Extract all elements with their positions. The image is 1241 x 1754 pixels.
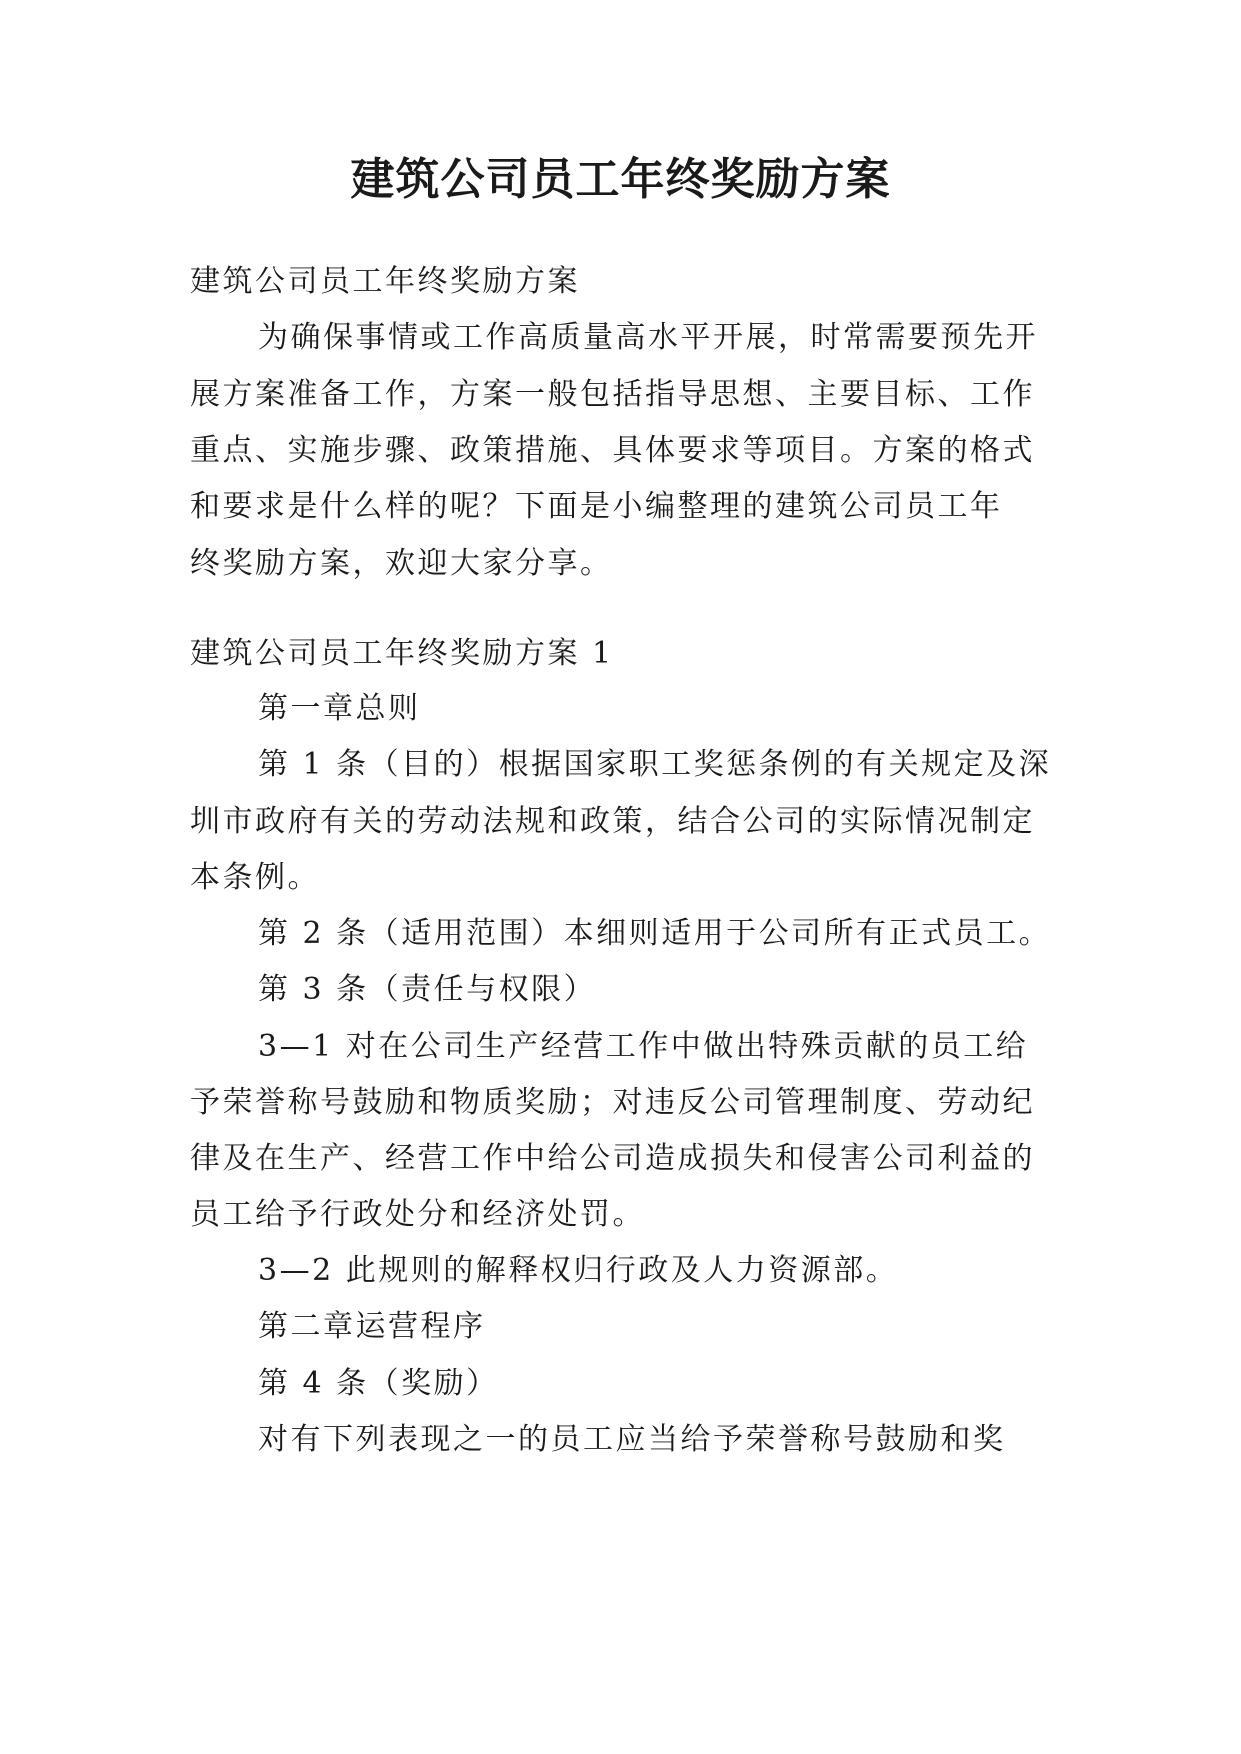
chapter-heading: 第一章总则 <box>258 691 421 726</box>
paragraph-line: 和要求是什么样的呢？下面是小编整理的建筑公司员工年 <box>190 489 1003 524</box>
paragraph-line: 3—1 对在公司生产经营工作中做出特殊贡献的员工给 <box>258 1029 1029 1064</box>
paragraph-line: 重点、实施步骤、政策措施、具体要求等项目。方案的格式 <box>190 433 1035 468</box>
paragraph-line: 对有下列表现之一的员工应当给予荣誉称号鼓励和奖 <box>258 1422 1006 1457</box>
section-heading-intro: 建筑公司员工年终奖励方案 <box>190 264 580 299</box>
chapter-heading: 第二章运营程序 <box>258 1309 486 1344</box>
paragraph-line: 为确保事情或工作高质量高水平开展，时常需要预先开 <box>258 320 1038 355</box>
paragraph-line: 第 4 条（奖励） <box>258 1366 499 1401</box>
paragraph-line: 第 1 条（目的）根据国家职工奖惩条例的有关规定及深 <box>258 747 1052 782</box>
paragraph-line: 3—2 此规则的解释权归行政及人力资源部。 <box>258 1253 899 1288</box>
paragraph-line: 本条例。 <box>190 860 320 895</box>
paragraph-line: 律及在生产、经营工作中给公司造成损失和侵害公司利益的 <box>190 1141 1035 1176</box>
paragraph-line: 第 3 条（责任与权限） <box>258 972 597 1007</box>
paragraph-line: 展方案准备工作，方案一般包括指导思想、主要目标、工作 <box>190 377 1035 412</box>
paragraph-line: 予荣誉称号鼓励和物质奖励；对违反公司管理制度、劳动纪 <box>190 1085 1035 1120</box>
section-heading-plan-1: 建筑公司员工年终奖励方案 1 <box>190 636 614 671</box>
paragraph-line: 圳市政府有关的劳动法规和政策，结合公司的实际情况制定 <box>190 804 1035 839</box>
document-title: 建筑公司员工年终奖励方案 <box>350 154 891 205</box>
paragraph-line: 员工给予行政处分和经济处罚。 <box>190 1197 645 1232</box>
paragraph-line: 第 2 条（适用范围）本细则适用于公司所有正式员工。 <box>258 916 1052 951</box>
paragraph-line: 终奖励方案，欢迎大家分享。 <box>190 546 613 581</box>
